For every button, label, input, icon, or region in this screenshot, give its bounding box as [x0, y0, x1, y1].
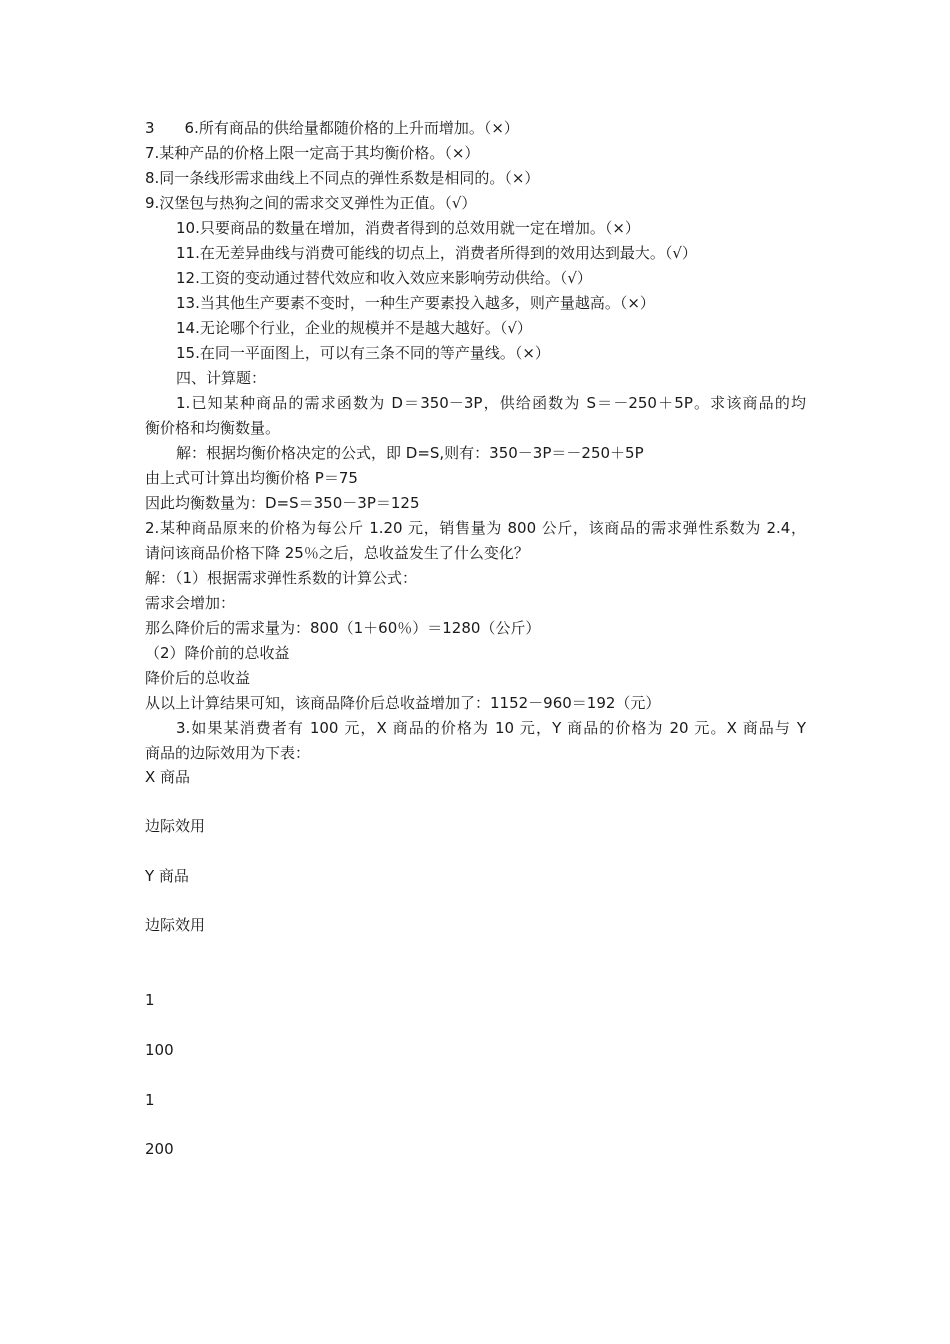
table-header-x-good: X 商品	[145, 768, 191, 786]
question-6-text: 6.所有商品的供给量都随价格的上升而增加。（×）	[184, 119, 519, 137]
table-cell-y-marginal-utility: 200	[145, 1140, 174, 1158]
question-12: 12.工资的变动通过替代效应和收入效应来影响劳动供给。（√）	[176, 269, 592, 287]
question-7: 7.某种产品的价格上限一定高于其均衡价格。（×）	[145, 144, 480, 162]
problem-2-solution-2: 需求会增加：	[145, 594, 236, 612]
question-15: 15.在同一平面图上，可以有三条不同的等产量线。（×）	[176, 344, 550, 362]
problem-2-solution-5: 降价后的总收益	[145, 669, 251, 687]
question-8: 8.同一条线形需求曲线上不同点的弹性系数是相同的。（×）	[145, 169, 540, 187]
problem-2-solution-4: （2）降价前的总收益	[145, 644, 290, 662]
problem-1-solution-1: 解：根据均衡价格决定的公式，即 D=S,则有：350－3P＝－250＋5P	[176, 444, 644, 462]
table-cell-x-quantity: 1	[145, 991, 155, 1009]
problem-2-solution-3: 那么降价后的需求量为：800（1＋60％）＝1280（公斤）	[145, 619, 541, 637]
table-header-y-marginal-utility: 边际效用	[145, 916, 206, 934]
problem-1-text-line-2: 衡价格和均衡数量。	[145, 419, 281, 437]
table-cell-x-marginal-utility: 100	[145, 1041, 174, 1059]
problem-2-solution-1: 解：（1）根据需求弹性系数的计算公式：	[145, 569, 418, 587]
question-9: 9.汉堡包与热狗之间的需求交叉弹性为正值。（√）	[145, 194, 477, 212]
section-heading-calculation: 四、计算题：	[176, 369, 267, 387]
problem-1-solution-3: 因此均衡数量为：D=S＝350－3P＝125	[145, 494, 420, 512]
question-13: 13.当其他生产要素不变时，一种生产要素投入越多，则产量越高。（×）	[176, 294, 655, 312]
question-10: 10.只要商品的数量在增加，消费者得到的总效用就一定在增加。（×）	[176, 219, 640, 237]
question-6	[145, 118, 519, 138]
problem-1-text-line-1: 1.已知某种商品的需求函数为 D＝350－3P，供给函数为 S＝－250＋5P。求该商品的均	[176, 394, 806, 412]
problem-2-solution-6: 从以上计算结果可知，该商品降价后总收益增加了：1152－960＝192（元）	[145, 694, 661, 712]
table-header-x-marginal-utility: 边际效用	[145, 817, 206, 835]
table-header-y-good: Y 商品	[145, 867, 189, 885]
question-11: 11.在无差异曲线与消费可能线的切点上，消费者所得到的效用达到最大。（√）	[176, 244, 697, 262]
question-14: 14.无论哪个行业，企业的规模并不是越大越好。（√）	[176, 319, 532, 337]
problem-2-text-line-1: 2.某种商品原来的价格为每公斤 1.20 元，销售量为 800 公斤，该商品的需求弹性系数为 2.4，	[145, 519, 806, 537]
problem-3-text-line-2: 商品的边际效用为下表：	[145, 744, 311, 762]
table-cell-y-quantity: 1	[145, 1091, 155, 1109]
problem-2-text-line-2: 请问该商品价格下降 25％之后，总收益发生了什么变化？	[145, 544, 529, 562]
problem-3-text-line-1: 3.如果某消费者有 100 元，X 商品的价格为 10 元，Y 商品的价格为 20 元。X 商品与 Y	[176, 719, 806, 737]
question-3-number: 3	[145, 119, 155, 137]
problem-1-solution-2: 由上式可计算出均衡价格 P＝75	[145, 469, 358, 487]
